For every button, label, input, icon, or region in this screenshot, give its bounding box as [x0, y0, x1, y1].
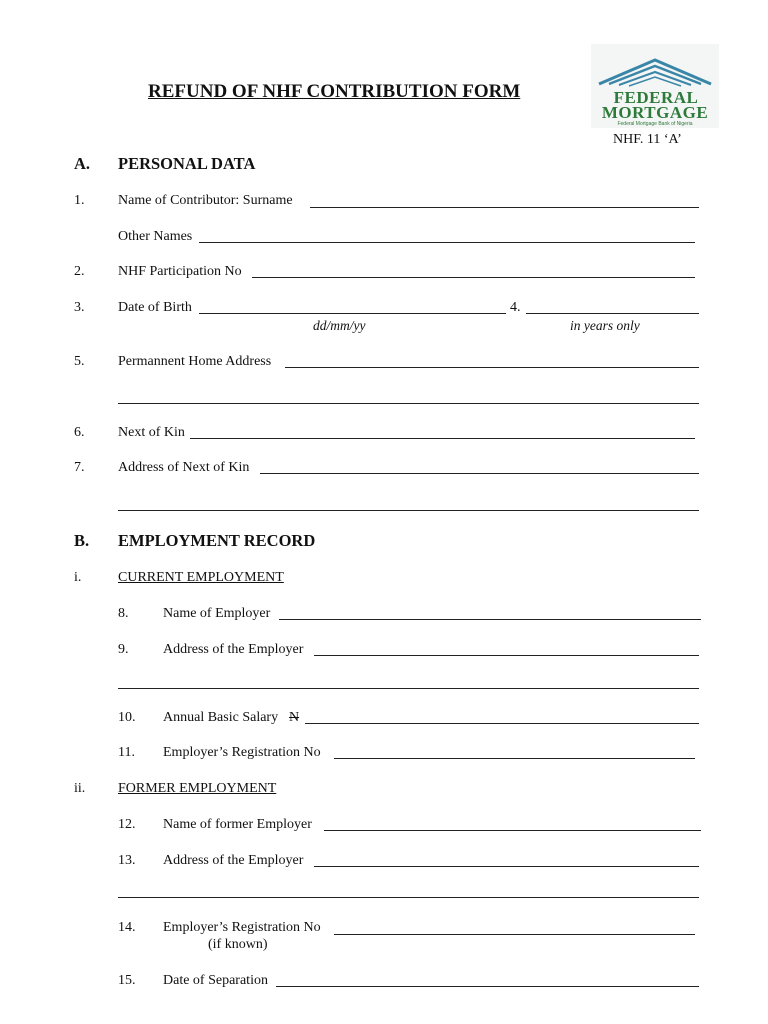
former-employer-address-field-line2[interactable] — [118, 897, 699, 898]
home-address-field[interactable] — [285, 367, 699, 368]
item-number: 2. — [74, 264, 85, 279]
other-names-field[interactable] — [199, 242, 695, 243]
surname-field[interactable] — [310, 207, 699, 208]
age-field[interactable] — [526, 313, 699, 314]
date-of-separation-label: Date of Separation — [163, 973, 268, 988]
item-number: 13. — [118, 853, 136, 868]
subsection-number: ii. — [74, 781, 86, 796]
surname-label: Name of Contributor: Surname — [118, 193, 293, 208]
employer-registration-label: Employer’s Registration No — [163, 745, 321, 760]
item-number: 6. — [74, 425, 85, 440]
item-number: 8. — [118, 606, 129, 621]
nhf-participation-label: NHF Participation No — [118, 264, 242, 279]
home-address-label: Permannent Home Address — [118, 354, 272, 369]
employer-address-field-line2[interactable] — [118, 688, 699, 689]
item-number: 14. — [118, 920, 136, 935]
former-employer-registration-field[interactable] — [334, 934, 695, 935]
item-number: 15. — [118, 973, 136, 988]
nhf-participation-field[interactable] — [252, 277, 695, 278]
logo-line1: FEDERAL — [613, 88, 699, 107]
item-number: 12. — [118, 817, 136, 832]
employer-registration-field[interactable] — [334, 758, 695, 759]
section-a-title: PERSONAL DATA — [118, 154, 256, 173]
former-employer-name-label: Name of former Employer — [163, 817, 312, 832]
section-b-letter: B. — [74, 531, 90, 550]
annual-salary-label: Annual Basic Salary — [163, 710, 279, 725]
annual-salary-field[interactable] — [305, 723, 699, 724]
employer-name-field[interactable] — [279, 619, 701, 620]
next-of-kin-address-field[interactable] — [260, 473, 699, 474]
date-of-birth-label: Date of Birth — [118, 300, 192, 315]
federal-mortgage-logo — [591, 44, 719, 128]
age-hint: in years only — [570, 318, 640, 333]
next-of-kin-address-label: Address of Next of Kin — [118, 460, 250, 475]
employer-name-label: Name of Employer — [163, 606, 271, 621]
date-of-birth-field[interactable] — [199, 313, 506, 314]
if-known-hint: (if known) — [208, 937, 268, 952]
item-number: 5. — [74, 354, 85, 369]
logo-line2: MORTGAGE — [601, 103, 709, 122]
item-number: 9. — [118, 642, 129, 657]
subsection-number: i. — [74, 570, 82, 585]
form-code: NHF. 11 ‘A’ — [613, 132, 682, 147]
date-format-hint: dd/mm/yy — [313, 318, 366, 333]
form-title: REFUND OF NHF CONTRIBUTION FORM — [148, 81, 521, 102]
former-employer-registration-label: Employer’s Registration No — [163, 920, 321, 935]
item-number: 4. — [510, 300, 521, 315]
item-number: 10. — [118, 710, 136, 725]
logo-tagline: Federal Mortgage Bank of Nigeria — [617, 121, 693, 127]
next-of-kin-field[interactable] — [190, 438, 695, 439]
former-employer-name-field[interactable] — [324, 830, 701, 831]
former-employer-address-label: Address of the Employer — [163, 853, 304, 868]
section-a-letter: A. — [74, 154, 91, 173]
naira-symbol: N — [289, 710, 300, 725]
current-employment-title: CURRENT EMPLOYMENT — [118, 570, 284, 585]
employer-address-label: Address of the Employer — [163, 642, 304, 657]
next-of-kin-address-field-line2[interactable] — [118, 510, 699, 511]
date-of-separation-field[interactable] — [276, 986, 699, 987]
item-number: 1. — [74, 193, 85, 208]
home-address-field-line2[interactable] — [118, 403, 699, 404]
item-number: 11. — [118, 745, 135, 760]
employer-address-field[interactable] — [314, 655, 699, 656]
other-names-label: Other Names — [118, 229, 193, 244]
roof-icon — [591, 44, 719, 92]
former-employment-title: FORMER EMPLOYMENT — [118, 781, 277, 796]
item-number: 7. — [74, 460, 85, 475]
section-b-title: EMPLOYMENT RECORD — [118, 531, 316, 550]
former-employer-address-field[interactable] — [314, 866, 699, 867]
item-number: 3. — [74, 300, 85, 315]
next-of-kin-label: Next of Kin — [118, 425, 185, 440]
